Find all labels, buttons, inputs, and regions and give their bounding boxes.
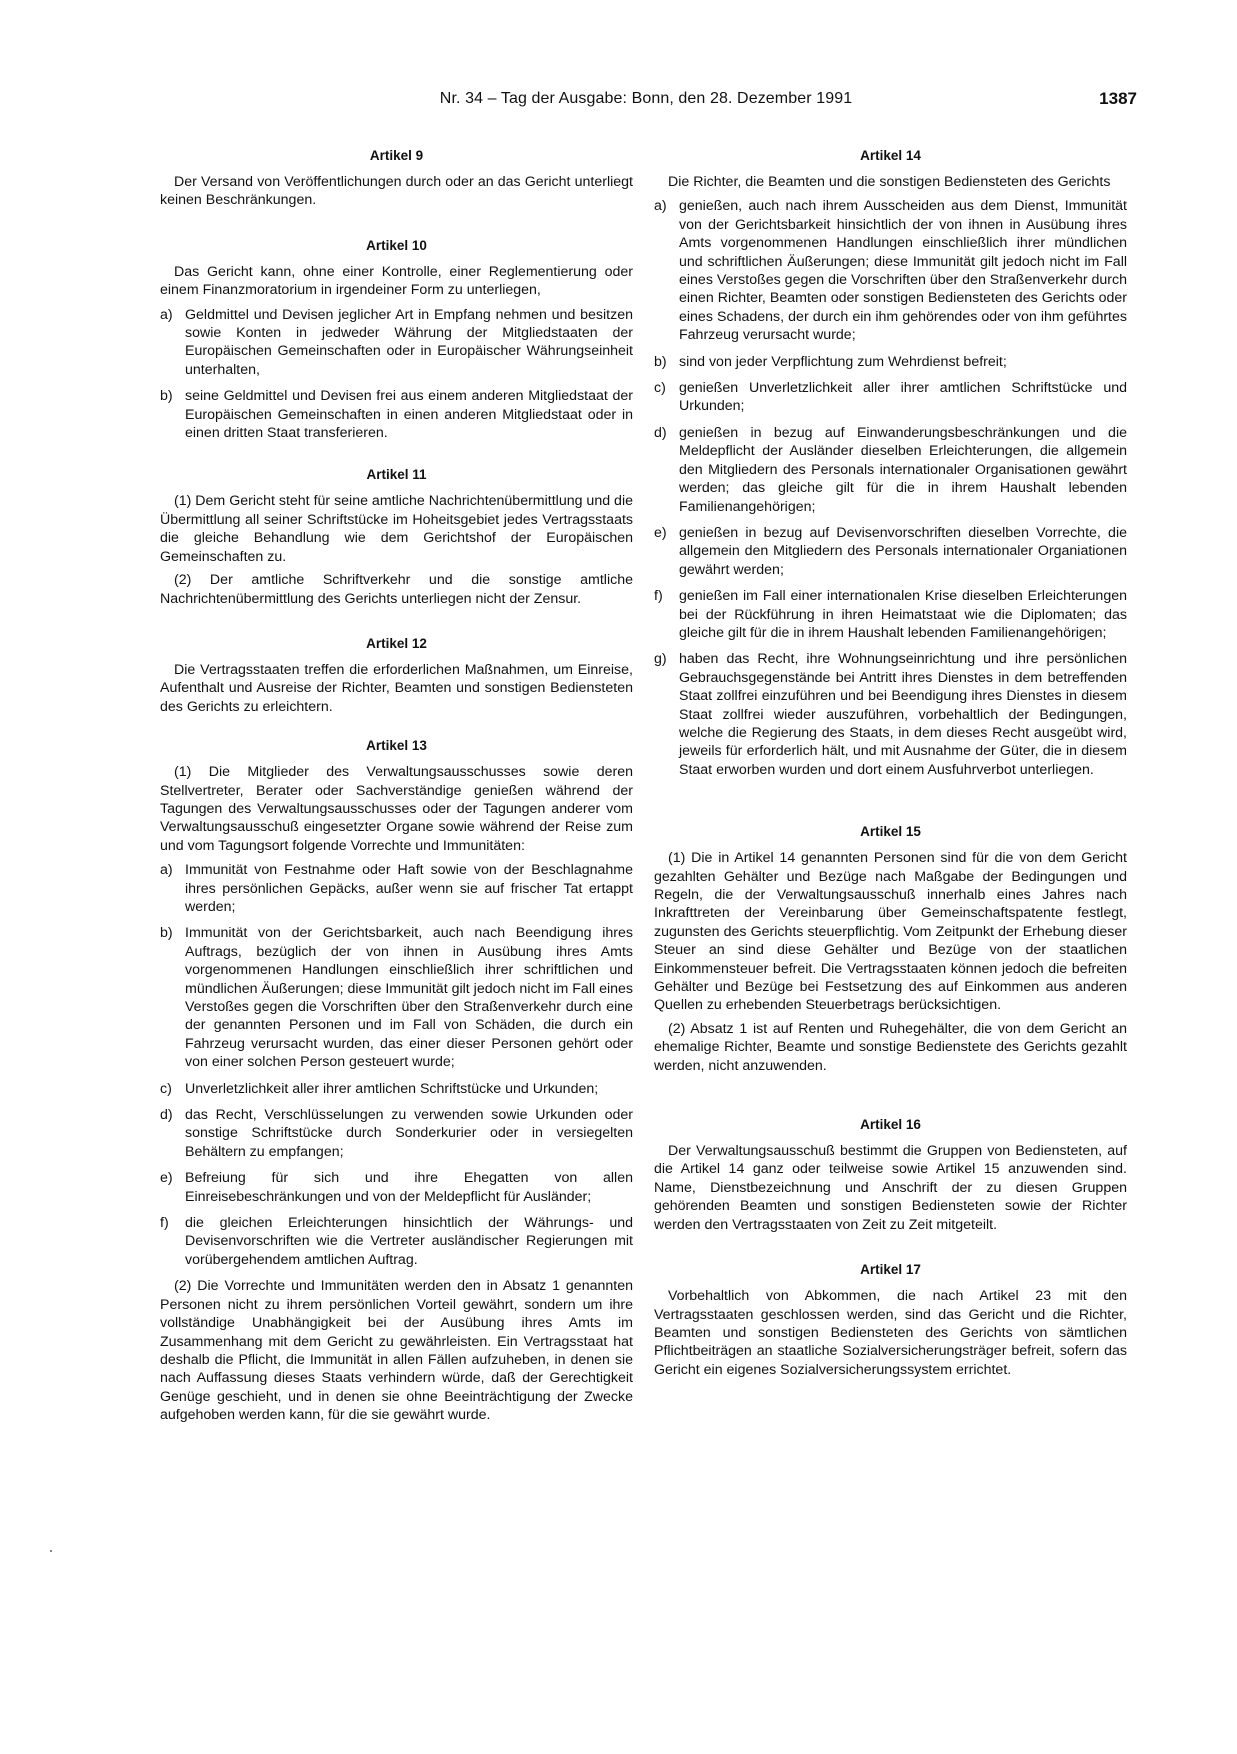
list-item-text: sind von jeder Verpflichtung zum Wehrdienst befreit; [679,353,1007,370]
list-item-label: e) [654,524,667,541]
article-paragraph: (2) Der amtliche Schriftverkehr und die sonstige amtliche Nachrichtenübermittlung des Gerichts unterliegen nicht der Zensur. [160,572,633,607]
list-item-text: Geldmittel und Devisen jeglicher Art in Empfang nehmen und besitzen sowie Konten in jedweder Währung der Mitgliedstaaten der Europäischen Gemeinschaften oder in Europäischer Währungseinheit unterhalten, [185,306,633,378]
article-list [160,306,633,443]
list-item [160,861,633,916]
article-heading: Artikel 11 [366,467,427,483]
list-item [160,387,633,442]
article-11 [160,466,633,607]
list-item-label: f) [654,588,663,605]
list-item [654,524,1127,579]
article-paragraph: (1) Dem Gericht steht für seine amtliche Nachrichtenübermittlung und die Übermittlung all seiner Schriftstücke im Hoheitsgebiet jedes Vertragsstaats die gleiche Behandlung wie dem Gerichtshof der Europäischen Gemeinschaften zu. [160,493,633,565]
article-9 [160,147,633,210]
list-item [160,1106,633,1161]
article-paragraph: (2) Die Vorrechte und Immunitäten werden den in Absatz 1 genannten Personen nicht zu ihrem persönlichen Vorteil gewährt, sondern um ihre vollständige Unabhängigkeit bei der Ausübung ihres Amts im Zusammenhang mit dem Gericht zu gewährleisten. Ein Vertragsstaat hat deshalb die Pflicht, die Immunität in allen Fällen aufzuheben, in denen sie nach Auffassung dieses Staats verhindern würde, daß der Gerechtigkeit Genüge geschieht, und in denen sie ohne Beeinträchtigung der Zwecke aufgehoben werden kann, für die sie gewährt wurde. [160,1278,633,1424]
article-heading: Artikel 16 [860,1117,921,1133]
article-13 [160,737,633,1424]
list-item-text: Immunität von der Gerichtsbarkeit, auch nach Beendigung ihres Auftrags, bezüglich der von ihnen in Ausübung ihres Amts vorgenommenen Handlungen einschließlich ihrer schriftlichen und mündlichen Äußerungen; diese Immunität gilt jedoch nicht im Fall eines Verstoßes gegen die Vorschriften über den Straßenverkehr durch eine der genannten Personen und im Fall von Schäden, die durch ein Fahrzeug verursacht wurden, das einer dieser Personen gehört oder von einer solchen Person gesteuert wurde; [185,925,633,1071]
list-item-label: a) [654,198,667,215]
article-paragraph: Der Verwaltungsausschuß bestimmt die Gruppen von Bediensteten, auf die Artikel 14 ganz oder teilweise sowie Artikel 15 anzuwenden sind. Name, Dienstbezeichnung und Anschrift der zu diesen Gruppen gehörenden Beamten und sonstigen Bediensteten sowie der Richter werden den Vertragsstaaten von Zeit zu Zeit mitgeteilt. [654,1143,1127,1233]
list-item-text: genießen in bezug auf Devisenvorschriften dieselben Vorrechte, die allgemein den Mitgliedern des Personals internationaler Organiationen gewährt werden; [679,524,1127,578]
list-item-text: Befreiung für sich und ihre Ehegatten von allen Einreisebeschränkungen und von der Meldepflicht für Ausländer; [185,1170,633,1205]
right-column [654,147,1127,1384]
list-item [160,924,633,1071]
article-15 [654,823,1127,1075]
article-list [160,861,633,1269]
list-item-label: d) [160,1107,173,1124]
page-number: 1387 [1099,89,1137,108]
list-item-label: e) [160,1170,173,1187]
list-item-label: d) [654,424,667,441]
article-paragraph: Der Versand von Veröffentlichungen durch oder an das Gericht unterliegt keinen Beschränkungen. [160,174,633,209]
article-heading: Artikel 14 [860,148,921,163]
article-heading: Artikel 17 [860,1262,921,1278]
list-item-text: genießen Unverletzlichkeit aller ihrer amtlichen Schriftstücke und Urkunden; [679,380,1127,415]
article-heading: Artikel 13 [366,738,427,754]
list-item [160,1169,633,1206]
list-item [654,424,1127,516]
article-paragraph: (1) Die in Artikel 14 genannten Personen sind für die von dem Gericht gezahlten Gehälter und Bezüge nach Maßgabe der Bedingungen und Regeln, die der Verwaltungsausschuß innerhalb eines Jahres nach Inkrafttreten der Vereinbarung über Gemeinschaftspatente festlegt, zugunsten des Gerichts steuerpflichtig. Vom Zeitpunkt der Erhebung dieser Steuer an sind diese Gehälter und Bezüge von der staatlichen Einkommensteuer befreit. Die Vertragsstaaten können jedoch die befreiten Gehälter und Bezüge bei Festsetzung des auf Einkommen aus anderen Quellen zu erhebenden Steuerbetrags berücksichtigen. [654,850,1127,1014]
page-header [155,88,1137,112]
list-item [654,353,1127,371]
article-paragraph: Die Vertragsstaaten treffen die erforderlichen Maßnahmen, um Einreise, Aufenthalt und Ausreise der Richter, Beamten und sonstigen Bediensteten des Gerichts zu erleichtern. [160,661,633,715]
list-item-text: genießen, auch nach ihrem Ausscheiden aus dem Dienst, Immunität von der Gerichtsbarkeit hinsichtlich der von ihnen in Ausübung ihres Amts vorgenommenen Handlungen einschließlich ihrer mündlichen und schriftlichen Äußerungen; diese Immunität gilt jedoch nicht im Fall eines Verstoßes gegen die Vorschriften über den Straßenverkehr durch einen Richter, Beamten oder sonstigen Bediensteten des Gerichts oder eines Schadens, der durch ein ihm gehörendes oder von ihm geführtes Fahrzeug verursacht wurde; [679,198,1127,344]
left-column [160,147,633,1430]
list-item-text: die gleichen Erleichterungen hinsichtlich der Währungs- und Devisenvorschriften wie die Vertreter ausländischer Regierungen mit vorübergehendem amtlichen Auftrag. [185,1215,633,1268]
article-16 [654,1116,1127,1234]
list-item [654,379,1127,416]
list-item-text: Immunität von Festnahme oder Haft sowie von der Beschlagnahme ihres persönlichen Gepäcks, außer wenn sie auf frischer Tat ertappt werden; [185,862,633,915]
list-item-label: b) [160,925,173,942]
list-item-text: genießen im Fall einer internationalen Krise dieselben Erleichterungen bei der Rückführung in ihren Heimatstaat wie die Diplomaten; das gleiche gilt für die in ihrem Haushalt lebenden Familienangehörigen; [679,588,1127,641]
article-10 [160,237,633,443]
list-item-label: b) [160,388,173,405]
list-item-label: c) [654,380,666,397]
list-item [654,197,1127,344]
list-item-text: seine Geldmittel und Devisen frei aus einem anderen Mitgliedstaat der Europäischen Gemeinschaften in einen anderen Mitgliedstaat oder in einen dritten Staat transferieren. [185,388,633,442]
article-heading: Artikel 9 [369,148,424,163]
article-paragraph: (2) Absatz 1 ist auf Renten und Ruhegehälter, die von dem Gericht an ehemalige Richter, Beamte und sonstige Bedienstete des Gerichts gezahlt werden, nicht anzuwenden. [654,1020,1127,1074]
article-heading: Artikel 10 [366,237,427,253]
article-heading: Artikel 15 [860,824,921,840]
article-paragraph: Vorbehaltlich von Abkommen, die nach Artikel 23 mit den Vertragsstaaten geschlossen werden, sind das Gericht und die Richter, Beamten und sonstigen Bediensteten des Gerichts von sämtlichen Pflichtbeiträgen an staatliche Sozialversicherungsträger befreit, sofern das Gericht ein eigenes Sozialversicherungssystem errichtet. [654,1288,1127,1378]
list-item-text: genießen in bezug auf Einwanderungsbeschränkungen und die Meldepflicht der Ausländer dieselben Erleichterungen, die allgemein den Mitgliedern des Personals internationaler Organisationen gewährt werden; das gleiche gilt für die in ihrem Haushalt lebenden Familienangehörigen; [679,424,1127,515]
list-item [160,1214,633,1269]
list-item-label: g) [654,651,667,668]
list-item-label: a) [160,862,173,879]
list-item [160,306,633,380]
article-17 [654,1261,1127,1379]
list-item [160,1080,633,1098]
list-item-label: c) [160,1080,172,1097]
article-paragraph: Die Richter, die Beamten und die sonstigen Bediensteten des Gerichts [668,174,1111,190]
margin-mark [50,1550,52,1552]
article-paragraph: (1) Die Mitglieder des Verwaltungsausschusses sowie deren Stellvertreter, Berater oder Sachverständige genießen während der Tagungen des Verwaltungsausschusses oder der Tagungen anderer vom Verwaltungsausschuß eingesetzter Organe sowie während der Reise zum und vom Tagungsort folgende Vorrechte und Immunitäten: [160,764,633,854]
article-paragraph: Das Gericht kann, ohne einer Kontrolle, einer Reglementierung oder einem Finanzmoratorium in irgendeiner Form zu unterliegen, [160,263,633,299]
header-title: Nr. 34 – Tag der Ausgabe: Bonn, den 28. Dezember 1991 [439,90,853,107]
list-item-text: Unverletzlichkeit aller ihrer amtlichen Schriftstücke und Urkunden; [185,1080,599,1097]
list-item-label: b) [654,353,667,370]
list-item [654,587,1127,642]
list-item-text: haben das Recht, ihre Wohnungseinrichtung und ihre persönlichen Gebrauchsgegenstände bei Antritt ihres Dienstes in dem betreffenden Staat zollfrei einzuführen und bei Beendigung ihres Dienstes in diesem Staat zollfrei wieder auszuführen, vorbehaltlich der Bedingungen, welche die Regierung des Staats, in dem dieses Recht ausgeübt wird, jeweils für erforderlich hält, und mit Ausnahme der Güter, die in diesem Staat erworben wurden und dort einem Ausfuhrverbot unterliegen. [679,651,1127,778]
list-item-text: das Recht, Verschlüsselungen zu verwenden sowie Urkunden oder sonstige Schriftstücke durch Sonderkurier oder in versiegelten Behältern zu empfangen; [185,1107,633,1160]
article-12 [160,635,633,716]
article-list [654,197,1127,779]
article-14 [654,147,1127,779]
list-item-label: a) [160,306,173,323]
list-item-label: f) [160,1215,169,1232]
list-item [654,650,1127,779]
article-heading: Artikel 12 [366,635,427,651]
